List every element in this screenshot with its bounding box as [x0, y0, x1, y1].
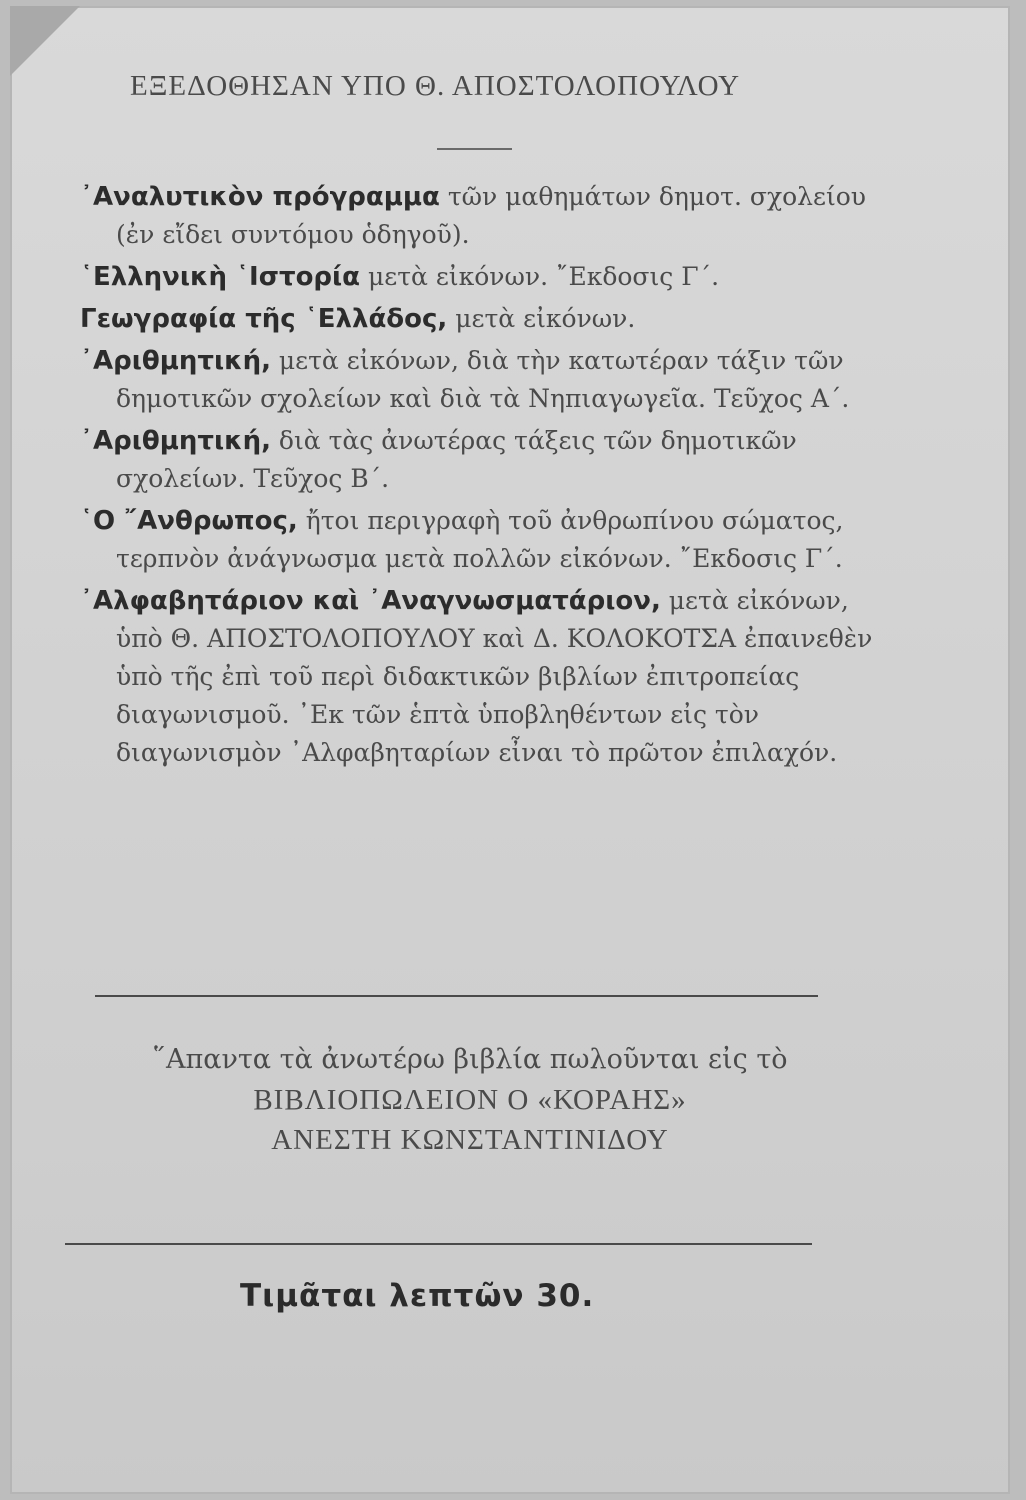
book-title: Γεωγραφία τῆς ῾Ελλάδος,	[80, 304, 448, 334]
list-item	[80, 342, 880, 418]
section-divider	[65, 1243, 812, 1245]
list-item	[80, 422, 880, 498]
list-item	[80, 582, 880, 772]
book-description: μετὰ εἰκόνων, ὑπὸ Θ. ΑΠΟΣΤΟΛΟΠΟΥΛΟΥ καὶ Δ. ΚΟΛΟΚΟΤΣΑ ἐπαινεθὲν ὑπὸ τῆς ἐπὶ τοῦ περὶ διδακτικῶν βιβλίων ἐπιτροπείας διαγωνισμοῦ. ᾿Εκ τῶν ἑπτὰ ὑποβληθέντων εἰς τὸν διαγωνισμὸν ᾿Αλφαβηταρίων εἶναι τὸ πρῶτον ἐπιλαχόν.	[116, 586, 873, 767]
bookshop-name: ΒΙΒΛΙΟΠΩΛΕΙΟΝ Ο «ΚΟΡΑΗΣ»	[253, 1084, 687, 1116]
book-title: ᾿Αριθμητική,	[80, 426, 271, 456]
publisher-heading: ΕΞΕΔΟΘΗΣΑΝ ΥΠΟ Θ. ΑΠΟΣΤΟΛΟΠΟΥΛΟΥ	[130, 70, 741, 102]
book-title: ᾿Αναλυτικὸν πρόγραμμα	[80, 182, 440, 212]
section-divider	[95, 995, 818, 997]
book-description: ἤτοι περιγραφὴ τοῦ ἀνθρωπίνου σώματος, τερπνὸν ἀνάγνωσμα μετὰ πολλῶν εἰκόνων. ῎Εκδοσις Γ΄.	[116, 506, 844, 573]
list-item	[80, 258, 880, 296]
list-item	[80, 300, 880, 338]
book-description: διὰ τὰς ἀνωτέρας τάξεις τῶν δημοτικῶν σχολείων. Τεῦχος Β΄.	[116, 426, 797, 493]
price-line: Τιμᾶται λεπτῶν 30.	[240, 1278, 595, 1314]
book-description: τῶν μαθημάτων δημοτ. σχολείου (ἐν εἴδει συντόμου ὁδηγοῦ).	[116, 182, 866, 249]
notice-line: ῞Απαντα τὰ ἀνωτέρω βιβλία πωλοῦνται εἰς τὸ	[152, 1044, 788, 1075]
book-description: μετὰ εἰκόνων. ῎Εκδοσις Γ΄.	[360, 262, 720, 291]
book-title: ᾿Αριθμητική,	[80, 346, 271, 376]
bookshop-owner: ΑΝΕΣΤΗ ΚΩΝΣΤΑΝΤΙΝΙΔΟΥ	[271, 1124, 669, 1156]
list-item	[80, 502, 880, 578]
book-description: μετὰ εἰκόνων, διὰ τὴν κατωτέραν τάξιν τῶν δημοτικῶν σχολείων καὶ διὰ τὰ Νηπιαγωγεῖα. Τεῦχος Α΄.	[116, 346, 850, 413]
book-list	[80, 178, 880, 776]
book-description: μετὰ εἰκόνων.	[447, 304, 636, 333]
heading-divider	[437, 148, 512, 150]
book-title: ῾Ελληνικὴ ῾Ιστορία	[80, 262, 361, 292]
list-item	[80, 178, 880, 254]
torn-corner	[10, 6, 80, 76]
book-title: ῾Ο ῎Ανθρωπος,	[80, 506, 298, 536]
bookshop-notice	[80, 1040, 860, 1160]
book-title: ᾿Αλφαβητάριον καὶ ᾿Αναγνωσματάριον,	[80, 586, 661, 616]
